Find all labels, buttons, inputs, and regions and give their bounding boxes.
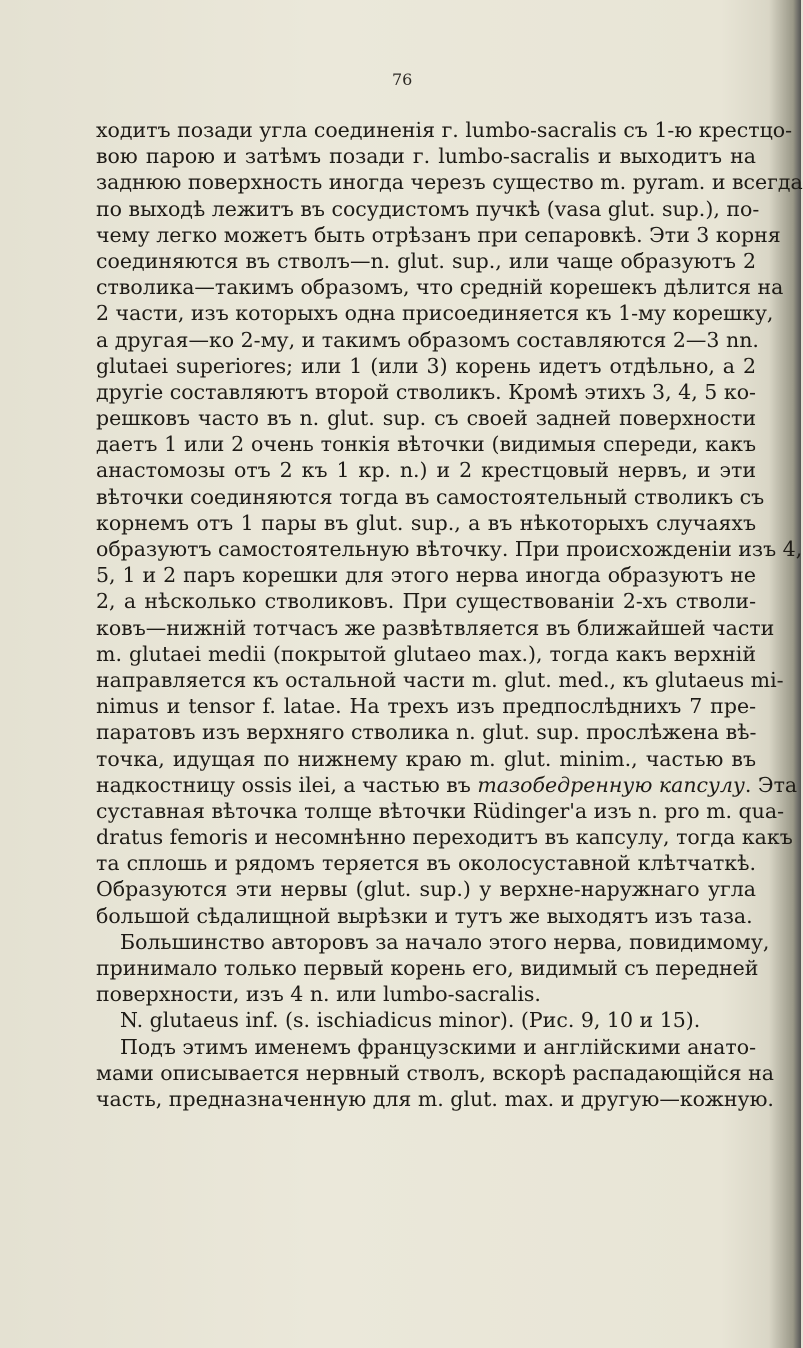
text-run: 2 части, изъ которыхъ одна присоединяется къ 1-му корешку, [96, 301, 774, 326]
text-line [96, 876, 756, 902]
text-line [96, 248, 756, 274]
text-run: dratus femoris и несомнѣнно переходитъ въ капсулу, тогда какъ [96, 825, 793, 850]
text-run: паратовъ изъ верхняго стволика n. glut. sup. прослѣжена вѣ- [96, 720, 757, 745]
text-line [96, 903, 756, 929]
text-run: даетъ 1 или 2 очень тонкія вѣточки (видимыя спереди, какъ [96, 432, 756, 457]
text-line [96, 274, 784, 300]
text-line [96, 850, 756, 876]
text-line [96, 1086, 774, 1112]
text-run: заднюю поверхность иногда черезъ существо m. pyram. и всегда [96, 170, 803, 195]
text-line [96, 510, 756, 536]
text-line [96, 1060, 775, 1086]
text-run: образуютъ самостоятельную вѣточку. При происхожденіи изъ 4, [96, 537, 803, 561]
text-line [96, 981, 756, 1007]
text-run: а другая—ко 2-му, и такимъ образомъ составляются 2—3 nn. [96, 327, 759, 352]
text-line [96, 693, 756, 719]
text-line [96, 667, 784, 693]
text-run: 2, а нѣсколько стволиковъ. При существованіи 2-хъ стволи- [96, 589, 756, 614]
text-line [96, 169, 803, 195]
body-text [96, 117, 803, 1112]
text-run: Подъ этимъ именемъ французскими и англійскими анато- [120, 1034, 756, 1059]
text-line [96, 143, 756, 169]
text-run: Большинство авторовъ за начало этого нерва, повидимому, [120, 929, 770, 954]
text-line [96, 1034, 756, 1060]
text-line [96, 772, 798, 798]
text-run: nimus и tensor f. latae. На трехъ изъ предпослѣднихъ 7 пре- [96, 694, 756, 719]
text-run: соединяются въ стволъ—n. glut. sup., или чаще образуютъ 2 [96, 248, 756, 273]
text-run: N. glutaeus inf. (s. ischiadicus minor). (Рис. 9, 10 и 15). [120, 1008, 701, 1033]
text-line [96, 955, 759, 981]
text-line [96, 457, 756, 483]
text-line [96, 196, 760, 222]
text-run: вою парою и затѣмъ позади г. lumbo-sacralis и выходитъ на [96, 144, 756, 169]
text-run: поверхности, изъ 4 n. или lumbo-sacralis. [96, 982, 541, 1007]
text-line [96, 588, 756, 614]
text-run: решковъ часто въ n. glut. sup. съ своей задней поверхности [96, 406, 756, 431]
text-line [96, 222, 781, 248]
text-run: суставная вѣточка толще вѣточки Rüdinger'a изъ n. pro m. qua- [96, 798, 785, 823]
page-number: 76 [392, 70, 413, 89]
text-run: мами описывается нервный стволъ, вскорѣ распадающійся на [96, 1060, 775, 1085]
text-run: m. glutaei medii (покрытой glutaeo max.), тогда какъ верхній [96, 641, 756, 666]
text-run: точка, идущая по нижнему краю m. glut. minim., частью въ [96, 746, 756, 771]
text-run: вѣточки соединяются тогда въ самостоятельный стволикъ съ [96, 484, 765, 509]
text-line [96, 484, 765, 510]
text-run: корнемъ отъ 1 пары въ glut. sup., а въ нѣкоторыхъ случаяхъ [96, 510, 756, 535]
text-run: по выходѣ лежитъ въ сосудистомъ пучкѣ (vasa glut. sup.), по- [96, 196, 760, 221]
text-run: надкостницу ossis ilei, а частью въ [96, 772, 478, 797]
text-line [96, 929, 770, 955]
text-run: чему легко можетъ быть отрѣзанъ при сепаровкѣ. Эти 3 корня [96, 222, 781, 247]
text-run: другіе составляютъ второй стволикъ. Кромѣ этихъ 3, 4, 5 ко- [96, 379, 756, 404]
italic-text: тазобедренную капсулу [477, 772, 745, 797]
text-line [96, 117, 793, 143]
text-run: стволика—такимъ образомъ, что средній корешекъ дѣлится на [96, 275, 784, 300]
text-line [96, 431, 756, 457]
text-run: 5, 1 и 2 паръ корешки для этого нерва иногда образуютъ не [96, 563, 756, 588]
text-line [96, 353, 756, 379]
text-line [96, 327, 759, 353]
text-run: направляется къ остальной части m. glut. med., къ glutaeus mi- [96, 667, 784, 692]
text-line [96, 641, 756, 667]
text-line [96, 1007, 756, 1033]
text-run: ходитъ позади угла соединенія г. lumbo-sacralis съ 1-ю крестцо- [96, 118, 793, 142]
text-run: ковъ—нижній тотчасъ же развѣтвляется въ ближайшей части [96, 615, 775, 640]
text-run: часть, предназначенную для m. glut. max. и другую—кожную. [96, 1086, 774, 1111]
text-run: та сплошь и рядомъ теряется въ околосуставной клѣтчаткѣ. [96, 851, 756, 876]
text-run: большой сѣдалищной вырѣзки и тутъ же выходятъ изъ таза. [96, 903, 753, 928]
text-line [96, 536, 803, 562]
text-line [96, 615, 775, 641]
text-line [96, 379, 756, 405]
text-run: Образуются эти нервы (glut. sup.) у верхне-наружнаго угла [96, 877, 756, 902]
text-line [96, 405, 756, 431]
text-run: . Эта [744, 772, 798, 797]
text-line [96, 300, 774, 326]
text-line [96, 798, 785, 824]
text-run: glutaei superiores; или 1 (или 3) корень идетъ отдѣльно, а 2 [96, 353, 756, 378]
text-line [96, 824, 793, 850]
text-line [96, 746, 756, 772]
text-line [96, 719, 756, 745]
text-run: принимало только первый корень его, видимый съ передней [96, 956, 759, 980]
text-run: анастомозы отъ 2 къ 1 кр. n.) и 2 крестцовый нервъ, и эти [96, 458, 756, 483]
text-line [96, 562, 756, 588]
